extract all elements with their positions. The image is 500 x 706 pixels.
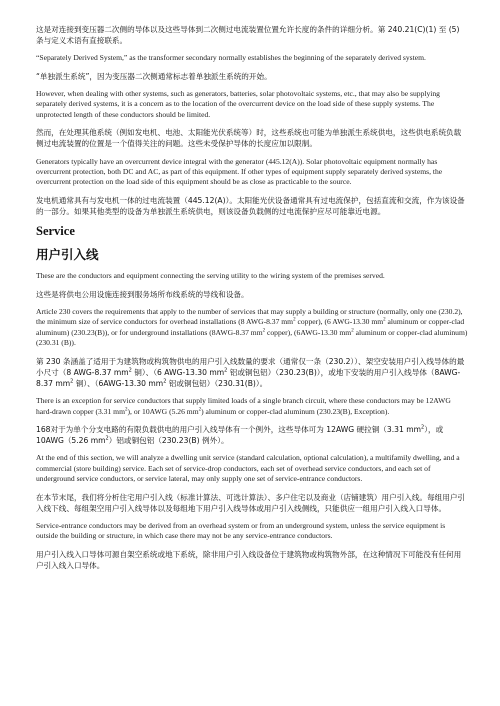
paragraph-zh-service-entrance: 用户引入线入口导体可源自架空系统或地下系统，除非用户引入线设备位于建筑物或构筑物外部，在这种情况下可能没有任何用户引入线入口导体。	[36, 549, 462, 570]
paragraph-en-exception: There is an exception for service conductors that supply limited loads of a single branch circuit, where these conductors may be 12AWG hard-drawn copper (3.31 $mm^2$), or 10AWG (5.26 $mm^2$) aluminum or copper-clad aluminum (230.23(B), Exception).	[36, 396, 451, 416]
heading-service: Service	[36, 224, 75, 239]
paragraph-zh-service-definition: 这些是将供电公用设施连接到服务场所布线系统的导线和设备。	[36, 289, 249, 299]
paragraph-en-separately-derived: “Separately Derived System,” as the transformer secondary normally establishes the beginning of the separately derived system.	[36, 53, 426, 63]
paragraph-en-article-230: Article 230 covers the requirements that apply to the number of services that may supply a building or structure (normally, only one (230.2), the minimum size of service conductors for overhead installations (8 AWG-8.37 $mm^2$ copper), (6 AWG-13.30 $mm^2$ aluminum or copper-clad aluminum) (230.23(B)), or for underground installations (8AWG-8.37 $mm^2$ copper), (6AWG-13.30 $mm^2$ aluminum or copper-clad aluminum) (230.31 (B)).	[36, 306, 468, 348]
paragraph-zh-section-end: 在本节末尾，我们将分析住宅用户引入线（标准计算法、可选计算法）、多户住宅以及商业（店铺建筑）用户引入线。每组用户引入线下线、每组架空用户引入线导体以及每组地下用户引入线导体或用户引入线侧线，只能供应一组用户引入线入口导体。	[36, 492, 466, 513]
paragraph-en-section-end: At the end of this section, we will analyze a dwelling unit service (standard calculation, optional calculation), a multifamily dwelling, and a commercial (store building) service. Each set of service-drop conductors, each set of overhead service conductors, and each set of underground service conductors, or service lateral, may only supply one set of service-entrance conductors.	[36, 453, 460, 484]
paragraph-zh-intro: 这是对连接到变压器二次侧的导体以及这些导体到二次侧过电流装置位置允许长度的条件的详细分析。第 240.21(C)(1) 至 (5) 条与定义术语有直接联系。	[36, 25, 460, 46]
paragraph-zh-exception: 168对于为单个分支电路的有限负载供电的用户引入线导体有一个例外，这些导体可为 12AWG 硬拉铜（3.31 $mm^2$），或 10AWG（5.26 $mm^2$）铝或铜包铝（230.23(B) 例外）。	[36, 424, 444, 446]
paragraph-zh-other-systems: 然而，在处理其他系统（例如发电机、电池、太阳能光伏系统等）时，这些系统也可能为单独派生系统供电，这些供电系统负载侧过电流装置的位置是一个值得关注的问题。这些未受保护导体的长度应加以限制。	[36, 128, 462, 149]
paragraph-en-other-systems: However, when dealing with other systems, such as generators, batteries, solar photovoltaic systems, etc., that may also be supplying separately derived systems, it is a concern as to the location of the overcurrent device on the load side of these supply systems. The unprotected length of these conductors should be limited.	[36, 89, 440, 119]
paragraph-zh-generators: 发电机通常具有与发电机一体的过电流装置（445.12(A)）。太阳能光伏设备通常具有过电流保护，包括直流和交流，作为该设备的一部分。如果其他类型的设备为单独派生系统供电，则该设备负载侧的过电流保护应尽可能靠近电源。	[36, 195, 465, 217]
heading-service-zh: 用户引入线	[36, 247, 99, 263]
paragraph-en-service-definition: These are the conductors and equipment connecting the serving utility to the wiring system of the premises served.	[36, 271, 385, 281]
paragraph-zh-article-230: 第 230 条涵盖了适用于为建筑物或构筑物供电的用户引入线数量的要求（通常仅一条（230.2））、架空安装用户引入线导体的最小尺寸（8 AWG-8.37 $mm^2$ 铜）、（6 AWG-13.30 $mm^2$ 铝或铜包铝）（230.23(B)），或地下安装的用户引入线导体（8AWG-8.37 $mm^2$ 铜）、（6AWG-13.30 $mm^2$ 铝或铜包铝）（230.31(B)）。	[36, 356, 465, 388]
paragraph-zh-separately-derived: “单独派生系统”，因为变压器二次侧通常标志着单独派生系统的开始。	[36, 71, 272, 81]
paragraph-en-service-entrance: Service-entrance conductors may be derived from an overhead system or from an underground system, unless the service equipment is outside the building or structure, in which case there may not be any service-entrance conductors.	[36, 520, 446, 541]
document-page	[36, 24, 468, 578]
paragraph-en-generators: Generators typically have an overcurrent device integral with the generator (445.12(A)). Solar photovoltaic equipment normally has overcurrent protection, both DC and AC, as part of this equipment. If other types of equipment supply separately derived systems, the overcurrent protection on the load side of this equipment should be as close as practicable to the source.	[36, 156, 443, 187]
